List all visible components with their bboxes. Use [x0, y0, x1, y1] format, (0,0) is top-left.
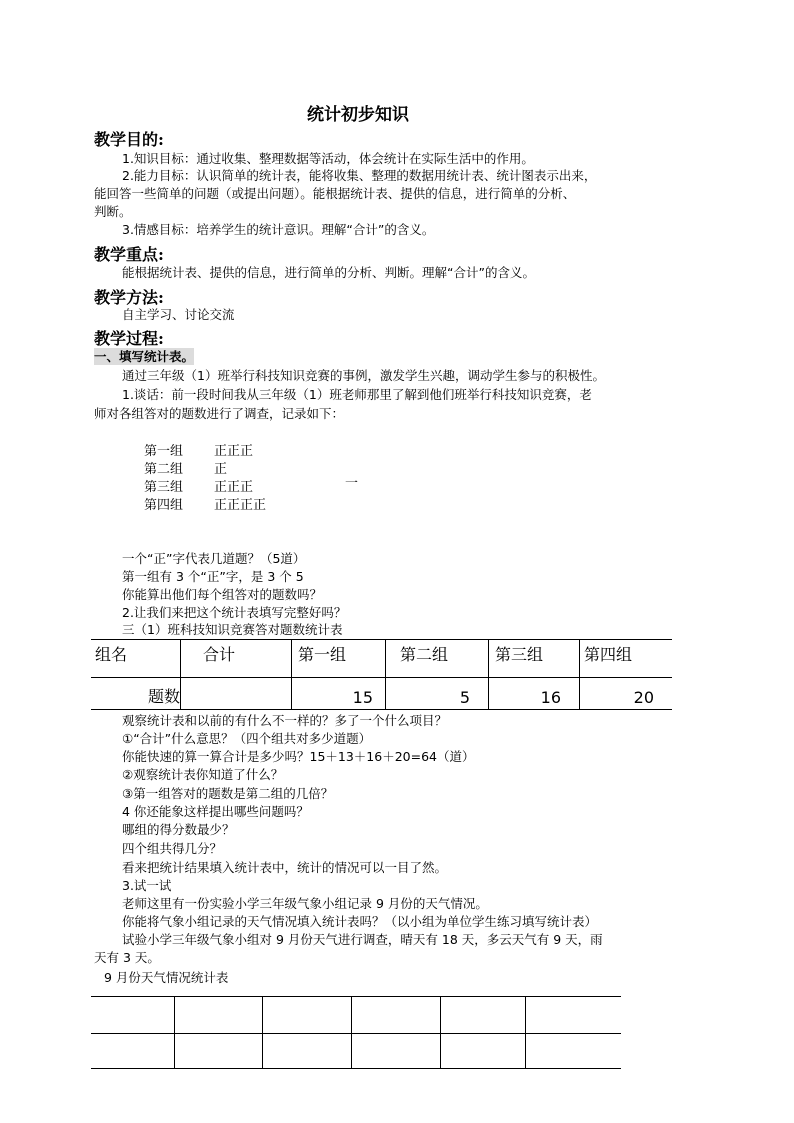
method-heading: 教学方法: [94, 288, 164, 307]
tally-marks-4: 正正正正 [214, 498, 267, 513]
question-3: 你能算出他们每个组答对的题数吗？ [122, 587, 323, 602]
weather-table [91, 996, 621, 1069]
followup-9: 看来把统计结果填入统计表中，统计的情况可以一目了然。 [122, 860, 448, 875]
table1-header-g4: 第四组 [580, 640, 673, 678]
table1-g1-value: 15 [292, 678, 386, 710]
key-heading: 教学重点: [94, 245, 164, 264]
tally-group-3: 第三组 [144, 480, 184, 495]
weather-cell [91, 1034, 175, 1069]
tally-group-1: 第一组 [144, 444, 184, 459]
followup-6: 4 你还能象这样提出哪些问题吗？ [122, 804, 309, 819]
page-title: 统计初步知识 [307, 105, 409, 125]
table1-g4-value: 20 [580, 678, 673, 710]
followup-1: 观察统计表和以前的有什么不一样的？多了一个什么项目？ [122, 713, 448, 728]
weather-cell [175, 997, 263, 1034]
objective-2a: 2.能力目标：认识简单的统计表，能将收集、整理的数据用统计表、统计图表示出来， [122, 168, 597, 183]
score-table [91, 639, 672, 710]
objective-2c: 判断。 [94, 204, 132, 219]
weather-cell [175, 1034, 263, 1069]
objective-2b: 能回答一些简单的问题（或提出问题）。能根据统计表、提供的信息，进行简单的分析、 [94, 186, 576, 201]
followup-5: ③第一组答对的题数是第二组的几倍？ [122, 786, 334, 801]
question-1: 一个“正”字代表几道题？（5道） [122, 551, 306, 566]
talk-line-2: 师对各组答对的题数进行了调查，记录如下： [94, 406, 345, 421]
tally-group-4: 第四组 [144, 498, 184, 513]
followup-7: 哪组的得分数最少？ [122, 822, 235, 837]
table1-row-label: 题数 [91, 678, 181, 710]
table1-title: 三（1）班科技知识竞赛答对题数统计表 [122, 622, 343, 637]
followup-12: 你能将气象小组记录的天气情况填入统计表吗？（以小组为单位学生练习填写统计表） [122, 914, 598, 929]
objectives-heading: 教学目的: [94, 130, 164, 149]
weather-cell [91, 997, 175, 1034]
key-text: 能根据统计表、提供的信息，进行简单的分析、判断。理解“合计”的含义。 [122, 265, 535, 280]
table1-g3-value: 16 [489, 678, 580, 710]
objective-1: 1.知识目标：通过收集、整理数据等活动，体会统计在实际生活中的作用。 [122, 151, 534, 166]
talk-line-1: 1.谈话：前一段时间我从三年级（1）班老师那里了解到他们班举行科技知识竞赛，老 [122, 387, 592, 402]
table1-g2-value: 5 [386, 678, 489, 710]
followup-8: 四个组共得几分？ [122, 841, 223, 856]
weather-cell [352, 997, 441, 1034]
table1-header-total: 合计 [181, 640, 292, 678]
tally-marks-1: 正正正 [214, 444, 254, 459]
followup-14: 天有 3 天。 [94, 950, 160, 965]
question-2: 第一组有 3 个“正”字，是 3 个 5 [122, 569, 304, 584]
objective-3: 3.情感目标：培养学生的统计意识。理解“合计”的含义。 [122, 222, 435, 237]
method-text: 自主学习、讨论交流 [122, 307, 235, 322]
process-heading: 教学过程: [94, 329, 164, 348]
weather-cell [263, 997, 352, 1034]
followup-11: 老师这里有一份实验小学三年级气象小组记录 9 月份的天气情况。 [122, 896, 488, 911]
intro-text: 通过三年级（1）班举行科技知识竞赛的事例，激发学生兴趣，调动学生参与的积极性。 [122, 368, 605, 383]
followup-3: 你能快速的算一算合计是多少吗？15＋13＋16＋20=64（道） [122, 749, 475, 764]
followup-4: ②观察统计表你知道了什么？ [122, 767, 284, 782]
table1-header-group: 组名 [91, 640, 181, 678]
tally-group-2: 第二组 [144, 462, 184, 477]
tally-marks-2: 正 [214, 462, 228, 477]
weather-cell [441, 997, 526, 1034]
tally-extra-stroke: 一 [345, 476, 359, 491]
weather-cell [441, 1034, 526, 1069]
question-4: 2.让我们来把这个统计表填写完整好吗？ [122, 605, 347, 620]
followup-13: 试验小学三年级气象小组对 9 月份天气进行调查，晴天有 18 天，多云天气有 9 天，雨 [122, 932, 603, 947]
followup-10: 3.试一试 [122, 878, 172, 893]
tally-marks-3: 正正正 [214, 480, 254, 495]
table1-header-g2: 第二组 [386, 640, 489, 678]
weather-cell [526, 997, 622, 1034]
part1-heading: 一、填写统计表。 [94, 349, 195, 364]
weather-table-title: 9 月份天气情况统计表 [104, 970, 229, 985]
table1-header-g3: 第三组 [489, 640, 580, 678]
weather-cell [263, 1034, 352, 1069]
followup-2: ①“合计”什么意思？（四个组共对多少道题） [122, 731, 372, 746]
table1-total-value [181, 678, 292, 710]
weather-cell [526, 1034, 622, 1069]
table1-header-g1: 第一组 [292, 640, 386, 678]
weather-cell [352, 1034, 441, 1069]
